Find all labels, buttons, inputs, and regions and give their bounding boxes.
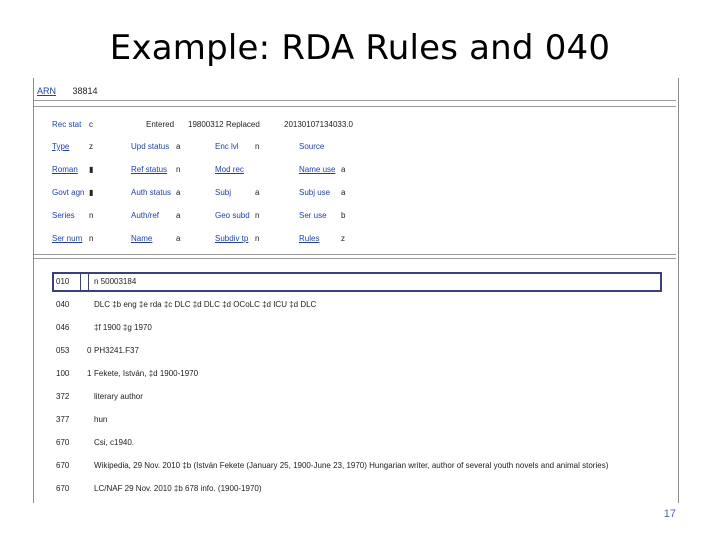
fixed-label: Entered bbox=[146, 120, 175, 129]
fixed-label: Rec stat bbox=[52, 120, 82, 129]
field-content: Csi, c1940. bbox=[94, 438, 135, 447]
fixed-value: a bbox=[176, 142, 181, 151]
fixed-value: n bbox=[89, 211, 94, 220]
field-tag: 100 bbox=[56, 369, 70, 378]
arn-value: 38814 bbox=[72, 86, 98, 96]
fixed-value: ▮ bbox=[89, 165, 94, 174]
fixed-label[interactable]: Name use bbox=[299, 165, 336, 174]
divider bbox=[34, 106, 676, 107]
fixed-label: Auth status bbox=[131, 188, 172, 197]
field-content: Wikipedia, 29 Nov. 2010 ‡b (István Fekete (January 25, 1900-June 23, 1970) Hungarian writer, author of several youth novels and animal stories) bbox=[94, 461, 609, 470]
authority-record-screen bbox=[33, 78, 679, 503]
fixed-value: a bbox=[341, 188, 346, 197]
field-content: n 50003184 bbox=[94, 277, 137, 286]
page-number: 17 bbox=[663, 508, 676, 520]
fixed-value: 19800312 bbox=[188, 120, 224, 129]
field-content: LC/NAF 29 Nov. 2010 ‡b 678 info. (1900-1970) bbox=[94, 484, 262, 493]
fixed-label: Source bbox=[299, 142, 325, 151]
fixed-label: Subj use bbox=[299, 188, 331, 197]
fixed-value: ▮ bbox=[89, 188, 94, 197]
field-content: Fekete, István, ‡d 1900-1970 bbox=[94, 369, 199, 378]
fixed-value: c bbox=[89, 120, 93, 129]
fixed-label[interactable]: Roman bbox=[52, 165, 78, 174]
fixed-value: a bbox=[255, 188, 260, 197]
fixed-value: n bbox=[176, 165, 181, 174]
fixed-value: n bbox=[255, 234, 260, 243]
fixed-label: Ser use bbox=[299, 211, 327, 220]
fixed-value: n bbox=[255, 211, 260, 220]
fixed-label: Subj bbox=[215, 188, 232, 197]
fixed-value: n bbox=[255, 142, 260, 151]
field-content: hun bbox=[94, 415, 108, 424]
divider bbox=[34, 254, 676, 255]
field-tag: 053 bbox=[56, 346, 70, 355]
fixed-label: Series bbox=[52, 211, 75, 220]
fixed-value: n bbox=[89, 234, 94, 243]
fixed-label: Geo subd bbox=[215, 211, 250, 220]
field-tag: 377 bbox=[56, 415, 70, 424]
divider bbox=[34, 258, 676, 259]
field-tag: 670 bbox=[56, 461, 70, 470]
fixed-label: Replaced bbox=[226, 120, 260, 129]
field-tag: 670 bbox=[56, 484, 70, 493]
fixed-label[interactable]: Ser num bbox=[52, 234, 83, 243]
field-content: literary author bbox=[94, 392, 143, 401]
field-content: ‡f 1900 ‡g 1970 bbox=[94, 323, 152, 332]
selected-field-row-highlight bbox=[52, 272, 662, 292]
fixed-label: Upd status bbox=[131, 142, 170, 151]
fixed-label[interactable]: Rules bbox=[299, 234, 320, 243]
fixed-value: a bbox=[341, 165, 346, 174]
field-tag: 372 bbox=[56, 392, 70, 401]
fixed-label[interactable]: Type bbox=[52, 142, 70, 151]
fixed-label: Auth/ref bbox=[131, 211, 160, 220]
fixed-value: z bbox=[89, 142, 93, 151]
field-content: PH3241.F37 bbox=[94, 346, 139, 355]
fixed-value: a bbox=[176, 188, 181, 197]
fixed-label[interactable]: Mod rec bbox=[215, 165, 244, 174]
arn-link[interactable]: ARN bbox=[37, 86, 57, 96]
fixed-value: 20130107134033.0 bbox=[284, 120, 353, 129]
arn-bar bbox=[37, 86, 98, 96]
field-indicator: 0 bbox=[87, 346, 92, 355]
field-tag: 670 bbox=[56, 438, 70, 447]
divider bbox=[34, 100, 676, 101]
fixed-value: a bbox=[176, 234, 181, 243]
fixed-label[interactable]: Ref status bbox=[131, 165, 168, 174]
slide-title: Example: RDA Rules and 040 bbox=[109, 28, 611, 68]
fixed-value: b bbox=[341, 211, 346, 220]
field-tag: 040 bbox=[56, 300, 70, 309]
fixed-label[interactable]: Name bbox=[131, 234, 153, 243]
fixed-label: Enc lvl bbox=[215, 142, 239, 151]
field-indicator: 1 bbox=[87, 369, 92, 378]
field-tag: 010 bbox=[56, 277, 70, 286]
fixed-value: a bbox=[176, 211, 181, 220]
fixed-label: Govt agn bbox=[52, 188, 85, 197]
fixed-label[interactable]: Subdiv tp bbox=[215, 234, 249, 243]
field-tag: 046 bbox=[56, 323, 70, 332]
field-content: DLC ‡b eng ‡e rda ‡c DLC ‡d DLC ‡d OCoLC ‡d ICU ‡d DLC bbox=[94, 300, 317, 309]
fixed-value: z bbox=[341, 234, 345, 243]
